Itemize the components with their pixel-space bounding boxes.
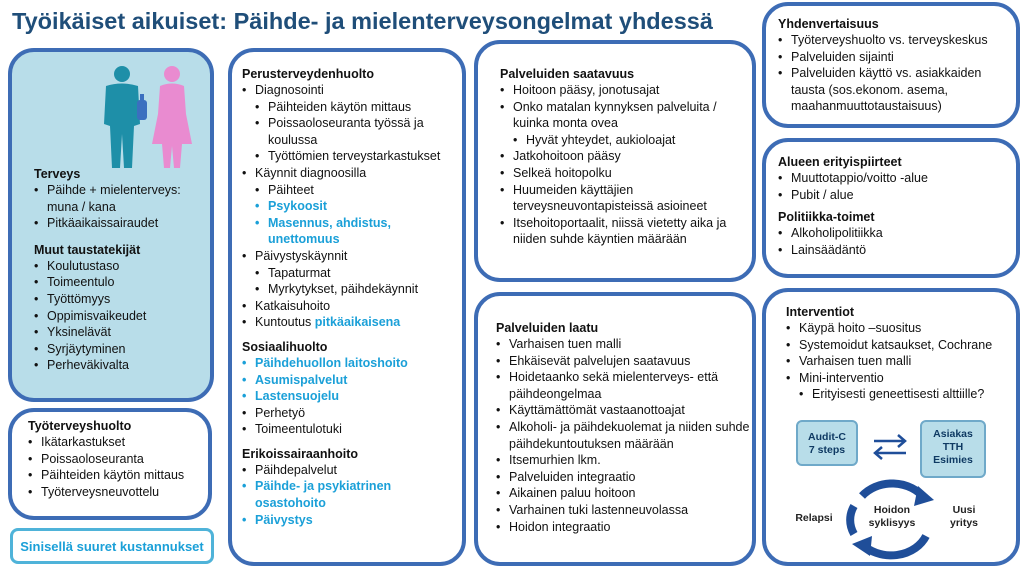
interventiot-heading: Interventiot [786,305,855,319]
list-item: • Varhainen tuki lastenneuvolassa [496,502,754,519]
exchange-arrows-icon [870,432,910,462]
alue-heading: Alueen erityispiirteet [778,155,902,169]
uusi-label [942,504,986,530]
list-item: • Alkoholipolitiikka [778,225,1018,242]
health-panel [8,48,214,402]
audit-line2: 7 steps [808,444,846,456]
list-item: • Erityisesti geneettisesti alttiille? [786,386,1018,403]
list-item: • Systemoidut katsaukset, Cochrane [786,337,1018,354]
terveys-heading: Terveys [34,167,81,181]
list-item: • Työterveysneuvottelu [28,484,210,501]
laatu-heading: Palveluiden laatu [496,321,599,335]
list-item: • Mini-interventio [786,370,1018,387]
page-title: Työikäiset aikuiset: Päihde- ja mielenterveysongelmat yhdessä [12,8,713,34]
list-item: • Perheväkivalta [34,357,210,374]
list-item: • Ehkäisevät palvelujen saatavuus [496,353,754,370]
list-item: • Asumispalvelut [242,372,464,389]
saatavuus-box [474,40,756,282]
list-item: • Käypä hoito –suositus [786,320,1018,337]
list-item: • Aikainen paluu hoitoon [496,485,754,502]
list-item: • Palveluiden käyttö vs. asiakkaiden tausta (sos.ekonom. asema, maahanmuuttotaustaisuus) [778,65,1018,115]
list-item: • Päihteiden käytön mittaus [242,99,464,116]
list-item: • Toimeentulo [34,274,210,291]
list-item: • Myrkytykset, päihdekäynnit [242,281,464,298]
list-item: • Lainsäädäntö [778,242,1018,259]
list-item: • Hoidetaanko sekä mielenterveys- että päihdeongelmaa [496,369,754,402]
asiakas-box [920,420,986,478]
list-item: • Selkeä hoitopolku [500,165,752,182]
list-item: • Päihdehuollon laitoshoito [242,355,464,372]
list-item: • Päihde- ja psykiatrinen osastohoito [242,478,464,511]
list-item: • Pubit / alue [778,187,1018,204]
list-item: • Ikätarkastukset [28,434,210,451]
muut-heading: Muut taustatekijät [34,242,141,257]
list-item: • Itsehoitoportaalit, niissä vietetty aika ja niiden suhde käyntien määrään [500,215,752,248]
uusi-line1: Uusi [952,504,976,516]
list-item: • Työttömien terveystarkastukset [242,148,464,165]
list-item: • Perhetyö [242,405,464,422]
list-item: • Työterveyshuolto vs. terveyskeskus [778,32,1018,49]
sosiaali-heading: Sosiaalihuolto [242,339,328,354]
list-item: • Yksinelävät [34,324,210,341]
list-item: • Päihteet [242,182,464,199]
tyoterveys-box [8,408,212,520]
erikois-heading: Erikoissairaanhoito [242,446,359,461]
kuntoutus-text: Kuntoutus [255,315,315,330]
list-item: • Palveluiden integraatio [496,469,754,486]
uusi-line2: yritys [949,517,979,529]
list-item: • Koulutustaso [34,258,210,275]
list-item: • Varhaisen tuen malli [496,336,754,353]
list-item: • Muuttotappio/voitto -alue [778,170,1018,187]
list-item: • Alkoholi- ja päihdekuolemat ja niiden suhde päihdekuntoutuksen määrään [496,419,754,452]
list-item: • Käyttämättömät vastaanottoajat [496,402,754,419]
list-item: • Katkaisuhoito [242,298,464,315]
woman-figure-icon [152,66,192,168]
list-item: • Päihde + mielenterveys: muna / kana [34,182,210,215]
list-item: • Varhaisen tuen malli [786,353,1018,370]
list-item: • Poissaoloseuranta [28,451,210,468]
list-item: • Pitkäaikaissairaudet [34,215,210,232]
cycle-line2: syklisyys [868,517,916,529]
list-item: • Työttömyys [34,291,210,308]
list-item: • Päivystys [242,512,464,529]
politiikka-heading: Politiikka-toimet [778,210,875,225]
cycle-center-label [862,504,922,530]
list-item: • Hoidon integraatio [496,519,754,536]
list-item: • Toimeentulotuki [242,421,464,438]
list-item: • Hyvät yhteydet, aukioloajat [500,132,752,149]
yhdenvertaisuus-box [762,2,1020,128]
list-item: • Syrjäytyminen [34,341,210,358]
list-item: • Poissaoloseuranta työssä ja koulussa [242,115,464,148]
list-item: • Onko matalan kynnyksen palveluita / kuinka monta ovea [500,99,752,132]
cycle-line1: Hoidon [873,504,911,516]
list-item: • Päihdepalvelut [242,462,464,479]
interventiot-box [762,288,1020,566]
legend-note: Sinisellä suuret kustannukset [10,528,214,564]
saatavuus-heading: Palveluiden saatavuus [500,67,635,81]
list-item: • Diagnosointi [242,82,464,99]
people-figures-icon [94,64,214,174]
list-item: • Jatkohoitoon pääsy [500,148,752,165]
list-item: • Oppimisvaikeudet [34,308,210,325]
audit-box [796,420,858,466]
services-box [228,48,466,566]
list-item: • Psykoosit [242,198,464,215]
asiakas-line2: TTH [942,441,964,453]
list-item: • Käynnit diagnoosilla [242,165,464,182]
perus-heading: Perusterveydenhuolto [242,67,374,81]
list-item: • Itsemurhien lkm. [496,452,754,469]
relapsi-label: Relapsi [795,512,833,524]
list-item [242,314,464,331]
list-item: • Palveluiden sijainti [778,49,1018,66]
asiakas-line1: Asiakas [933,428,973,440]
kuntoutus-highlight: pitkäaikaisena [314,315,401,330]
laatu-box [474,292,756,566]
man-figure-icon [104,66,140,168]
yhdenvertaisuus-heading: Yhdenvertaisuus [778,17,879,31]
list-item: • Hoitoon pääsy, jonotusajat [500,82,752,99]
list-item: • Tapaturmat [242,265,464,282]
list-item: • Päivystyskäynnit [242,248,464,265]
tyoterveys-heading: Työterveyshuolto [28,419,132,433]
list-item: • Masennus, ahdistus, unettomuus [242,215,464,248]
audit-line1: Audit-C [808,431,846,443]
alue-box [762,138,1020,278]
asiakas-line3: Esimies [933,454,973,466]
list-item: • Huumeiden käyttäjien terveysneuvontapisteissä asioineet [500,182,752,215]
list-item: • Lastensuojelu [242,388,464,405]
list-item: • Päihteiden käytön mittaus [28,467,210,484]
